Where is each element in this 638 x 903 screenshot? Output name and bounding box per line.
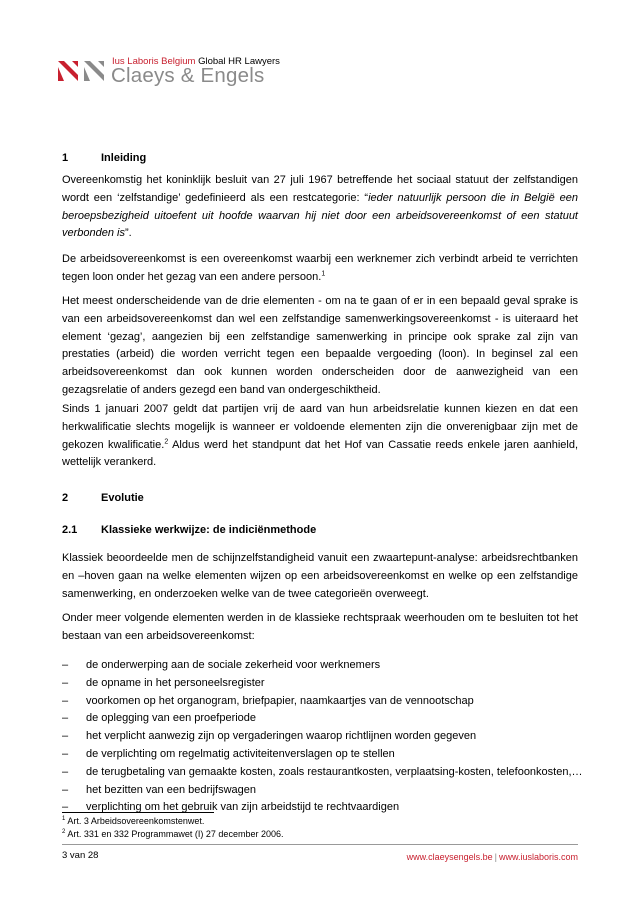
footnote-2 <box>62 829 283 839</box>
section-heading-2-1 <box>62 524 316 536</box>
list-item: – de oplegging van een proefperiode <box>62 710 578 728</box>
section-number: 1 <box>62 152 69 164</box>
website-link-claeysengels[interactable]: www.claeysengels.be <box>406 852 493 862</box>
list-item: – de onderwerping aan de sociale zekerheid voor werknemers <box>62 657 578 675</box>
paragraph-text: Aldus werd het standpunt dat het Hof van Cassatie reeds enkele jaren aanhield, wettelijk verankerd. <box>62 438 579 469</box>
section-number: 2 <box>62 492 69 504</box>
paragraph-gezag <box>62 293 578 400</box>
footnote-number: 1 <box>62 816 66 822</box>
footnote-text: Art. 3 Arbeidsovereenkomstenwet. <box>67 816 205 826</box>
section-heading-2 <box>62 492 144 504</box>
footnote-number: 2 <box>62 829 66 835</box>
footer-links <box>407 852 578 862</box>
paragraph-text: De arbeidsovereenkomst is een overeenkomst waarbij een werknemer zich verbindt arbeid te verrichten tegen loon onder het gezag van een andere persoon. <box>62 253 578 283</box>
footnote-text: Art. 331 en 332 Programmawet (I) 27 december 2006. <box>67 829 284 839</box>
paragraph-text: Het meest onderscheidende van de drie elementen - om na te gaan of er in een bepaald geval sprake is van een arbeidsovereenkomst dan wel een zelfstandige samenwerkingsovereenkomst - is uiteraard het element ‘gezag’, aangezien bij een zelfstandige samenwerking in principe ook sprake zal zijn van prestaties (arbeid) die worden verricht tegen een bepaalde vergoeding (loon). In beginsel zal een arbeidsovereenkomst dan ook kunnen worden onderscheiden door de aanwezigheid van een gezagsrelatie of anders gezegd een band van ondergeschiktheid. <box>62 295 578 396</box>
paragraph-herkwalificatie <box>62 401 578 472</box>
list-item: – voorkomen op het organogram, briefpapier, naamkaartjes van de vennootschap <box>62 693 578 711</box>
link-separator: | <box>494 852 497 862</box>
footnote-1 <box>62 816 204 826</box>
paragraph-zwaartepunt <box>62 550 578 603</box>
footnote-ref[interactable]: 1 <box>321 270 326 278</box>
logo-tagline-brand: Ius Laboris Belgium <box>112 56 196 67</box>
company-logo <box>58 50 298 90</box>
list-item: – het bezitten van een bedrijfswagen <box>62 782 578 800</box>
paragraph-arbeidsovereenkomst <box>62 251 578 287</box>
page-number: 3 van 28 <box>62 850 99 861</box>
section-number: 2.1 <box>62 524 78 536</box>
website-link-iuslaboris[interactable]: www.iuslaboris.com <box>498 852 578 862</box>
list-item: – het verplicht aanwezig zijn op vergaderingen waarop richtlijnen worden gegeven <box>62 728 578 746</box>
paragraph-text: Onder meer volgende elementen werden in de klassieke rechtspraak weerhouden om te besluiten tot het bestaan van een arbeidsovereenkomst: <box>62 612 578 642</box>
logo-tagline-rest: Global HR Lawyers <box>198 56 280 67</box>
footnote-ref[interactable]: 2 <box>164 437 169 445</box>
section-title: Klassieke werkwijze: de indiciënmethode <box>101 524 317 536</box>
list-item: – de verplichting om regelmatig activiteitenverslagen op te stellen <box>62 746 578 764</box>
section-heading-1 <box>62 152 146 164</box>
paragraph-definition-zelfstandige <box>62 172 578 243</box>
paragraph-text: ”. <box>125 227 132 240</box>
footer-divider <box>62 844 578 845</box>
section-title: Evolutie <box>101 492 144 504</box>
paragraph-elementen-intro <box>62 610 578 646</box>
paragraph-text: Klassiek beoordeelde men de schijnzelfstandigheid vanuit een zwaartepunt-analyse: arbeidsrechtbanken en –hoven gaan na welke elementen wijzen op een arbeidsovereenkomst en welke op een zelfstandige samenwerking, en onderzoeken welke van de twee categorieën overweegt. <box>62 552 578 600</box>
footnote-divider <box>62 812 214 813</box>
logo-mark-icon <box>58 61 106 81</box>
logo-name: Claeys & Engels <box>111 64 265 87</box>
list-item: – de terugbetaling van gemaakte kosten, zoals restaurantkosten, verplaatsing-kosten, telefoonkosten,… <box>62 764 578 782</box>
paragraph-text: Overeenkomstig het koninklijk besluit van 27 juli 1967 betreffende het sociaal statuut der zelfstandigen wordt een ‘zelfstandige’ gedefinieerd als een restcategorie: “ <box>62 174 578 204</box>
section-title: Inleiding <box>101 152 147 164</box>
list-item: – verplichting om het gebruik van zijn arbeidstijd te rechtvaardigen <box>62 799 578 817</box>
quoted-definition: ieder natuurlijk persoon die in België een beroepsbezigheid uitoefent uit hoofde waarvan hij niet door een arbeidsovereenkomst of een statuut verbonden is <box>62 191 578 240</box>
list-item: – de opname in het personeelsregister <box>62 675 578 693</box>
paragraph-text: Sinds 1 januari 2007 geldt dat partijen vrij de aard van hun arbeidsrelatie kunnen kiezen en dat een herkwalificatie slechts mogelijk is wanneer er voldoende elementen zijn die onverenigbaar zijn met de gekozen kwalificatie. <box>62 403 578 451</box>
elements-list <box>62 657 583 817</box>
